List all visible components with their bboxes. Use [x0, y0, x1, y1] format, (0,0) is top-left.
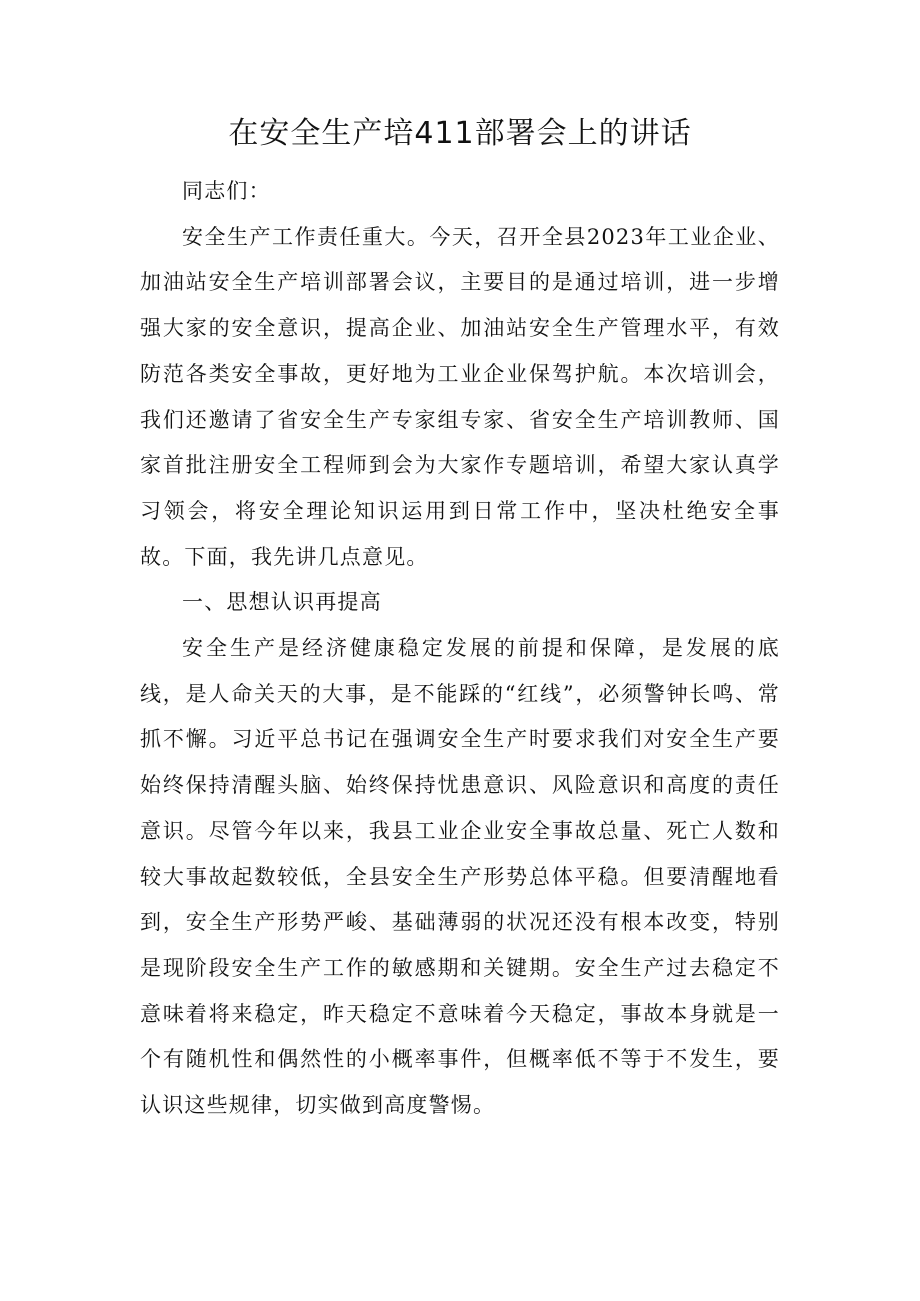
document-body [140, 169, 780, 1129]
document-title: 在安全生产培411部署会上的讲话 [228, 116, 692, 151]
section-heading-1: 一、思想认识再提高 [182, 590, 382, 615]
paragraph-section-1: 安全生产是经济健康稳定发展的前提和保障，是发展的底线，是人命关天的大事，是不能踩的“红线”，必须警钟长鸣、常抓不懈。习近平总书记在强调安全生产时要求我们对安全生产要始终保持清醒头脑、始终保持忧患意识、风险意识和高度的责任意识。尽管今年以来，我县工业企业安全事故总量、死亡人数和较大事故起数较低，全县安全生产形势总体平稳。但要清醒地看到，安全生产形势严峻、基础薄弱的状况还没有根本改变，特别是现阶段安全生产工作的敏感期和关键期。安全生产过去稳定不意味着将来稳定，昨天稳定不意味着今天稳定，事故本身就是一个有随机性和偶然性的小概率事件，但概率低不等于不发生，要认识这些规律，切实做到高度警惕。 [140, 636, 780, 1118]
paragraph-intro: 安全生产工作责任重大。今天，召开全县2023年工业企业、加油站安全生产培训部署会议，主要目的是通过培训，进一步增强大家的安全意识，提高企业、加油站安全生产管理水平，有效防范各类安全事故，更好地为工业企业保驾护航。本次培训会，我们还邀请了省安全生产专家组专家、省安全生产培训教师、国家首批注册安全工程师到会为大家作专题培训，希望大家认真学习领会，将安全理论知识运用到日常工作中，坚决杜绝安全事故。下面，我先讲几点意见。 [140, 224, 780, 569]
salutation: 同志们： [182, 179, 271, 203]
